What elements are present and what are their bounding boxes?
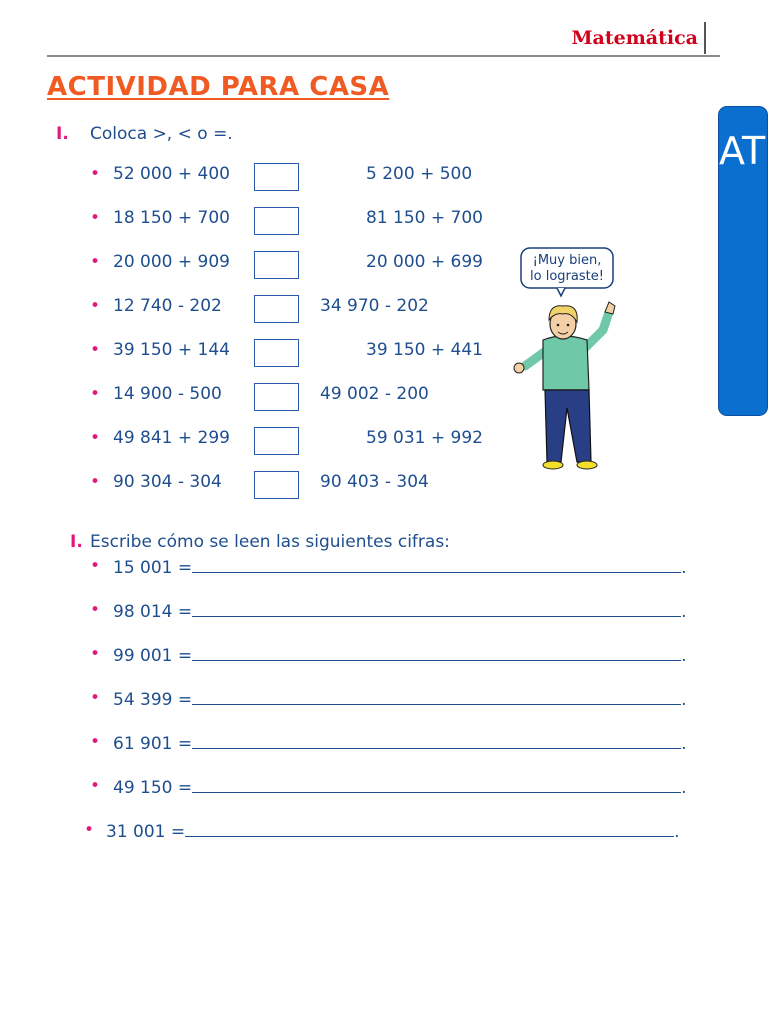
answer-blank[interactable] <box>185 820 674 837</box>
bullet: • <box>90 164 101 184</box>
number-write-row <box>106 820 680 842</box>
bullet: • <box>90 600 101 620</box>
bullet: • <box>84 820 95 840</box>
answer-blank[interactable] <box>192 776 681 793</box>
bullet: • <box>90 776 101 796</box>
bullet: • <box>90 340 101 360</box>
answer-box[interactable] <box>254 251 299 279</box>
bullet: • <box>90 732 101 752</box>
bullet: • <box>90 208 101 228</box>
right-expression: 20 000 + 699 <box>366 252 483 272</box>
right-expression: 90 403 - 304 <box>320 472 429 492</box>
right-expression: 59 031 + 992 <box>366 428 483 448</box>
answer-box[interactable] <box>254 295 299 323</box>
bullet: • <box>90 556 101 576</box>
section1-number: I. <box>56 124 69 144</box>
line-end: . <box>674 822 680 842</box>
page-title: ACTIVIDAD PARA CASA <box>47 72 390 102</box>
line-end: . <box>681 558 687 578</box>
answer-box[interactable] <box>254 339 299 367</box>
line-end: . <box>681 734 687 754</box>
answer-blank[interactable] <box>192 600 681 617</box>
line-end: . <box>681 646 687 666</box>
bullet: • <box>90 472 101 492</box>
number-write-row <box>113 644 687 666</box>
bullet: • <box>90 688 101 708</box>
section2-instruction: Escribe cómo se leen las siguientes cifras: <box>90 532 450 552</box>
number-label: 99 001 = <box>113 646 193 666</box>
header-divider <box>47 55 720 57</box>
number-label: 15 001 = <box>113 558 193 578</box>
left-expression: 49 841 + 299 <box>113 428 230 448</box>
answer-blank[interactable] <box>192 644 681 661</box>
speech-line-2: lo lograste! <box>530 269 604 284</box>
side-tab-label: ATI <box>719 129 776 173</box>
right-expression: 49 002 - 200 <box>320 384 429 404</box>
line-end: . <box>681 778 687 798</box>
illustration <box>505 240 635 480</box>
left-expression: 18 150 + 700 <box>113 208 230 228</box>
answer-box[interactable] <box>254 471 299 499</box>
left-expression: 14 900 - 500 <box>113 384 222 404</box>
number-write-row <box>113 600 687 622</box>
answer-box[interactable] <box>254 383 299 411</box>
left-expression: 52 000 + 400 <box>113 164 230 184</box>
number-label: 61 901 = <box>113 734 193 754</box>
section1-instruction: Coloca >, < o =. <box>90 124 233 144</box>
bullet: • <box>90 384 101 404</box>
answer-box[interactable] <box>254 427 299 455</box>
bullet: • <box>90 252 101 272</box>
right-expression: 5 200 + 500 <box>366 164 473 184</box>
answer-box[interactable] <box>254 207 299 235</box>
number-label: 54 399 = <box>113 690 193 710</box>
number-write-row <box>113 776 687 798</box>
answer-blank[interactable] <box>192 732 681 749</box>
left-expression: 20 000 + 909 <box>113 252 230 272</box>
right-expression: 34 970 - 202 <box>320 296 429 316</box>
answer-blank[interactable] <box>192 556 681 573</box>
number-label: 98 014 = <box>113 602 193 622</box>
number-write-row <box>113 688 687 710</box>
line-end: . <box>681 690 687 710</box>
speech-line-1: ¡Muy bien, <box>532 253 602 268</box>
number-label: 49 150 = <box>113 778 193 798</box>
left-expression: 90 304 - 304 <box>113 472 222 492</box>
right-expression: 39 150 + 441 <box>366 340 483 360</box>
left-expression: 12 740 - 202 <box>113 296 222 316</box>
boy-illustration <box>505 240 635 480</box>
section2-number: I. <box>70 532 83 552</box>
left-expression: 39 150 + 144 <box>113 340 230 360</box>
answer-blank[interactable] <box>192 688 681 705</box>
bullet: • <box>90 644 101 664</box>
number-label: 31 001 = <box>106 822 186 842</box>
answer-box[interactable] <box>254 163 299 191</box>
bullet: • <box>90 428 101 448</box>
subject-title: Matemática <box>571 27 698 49</box>
header-divider-vertical <box>704 22 706 54</box>
side-tab <box>718 106 776 416</box>
bullet: • <box>90 296 101 316</box>
line-end: . <box>681 602 687 622</box>
number-write-row <box>113 732 687 754</box>
right-expression: 81 150 + 700 <box>366 208 483 228</box>
number-write-row <box>113 556 687 578</box>
